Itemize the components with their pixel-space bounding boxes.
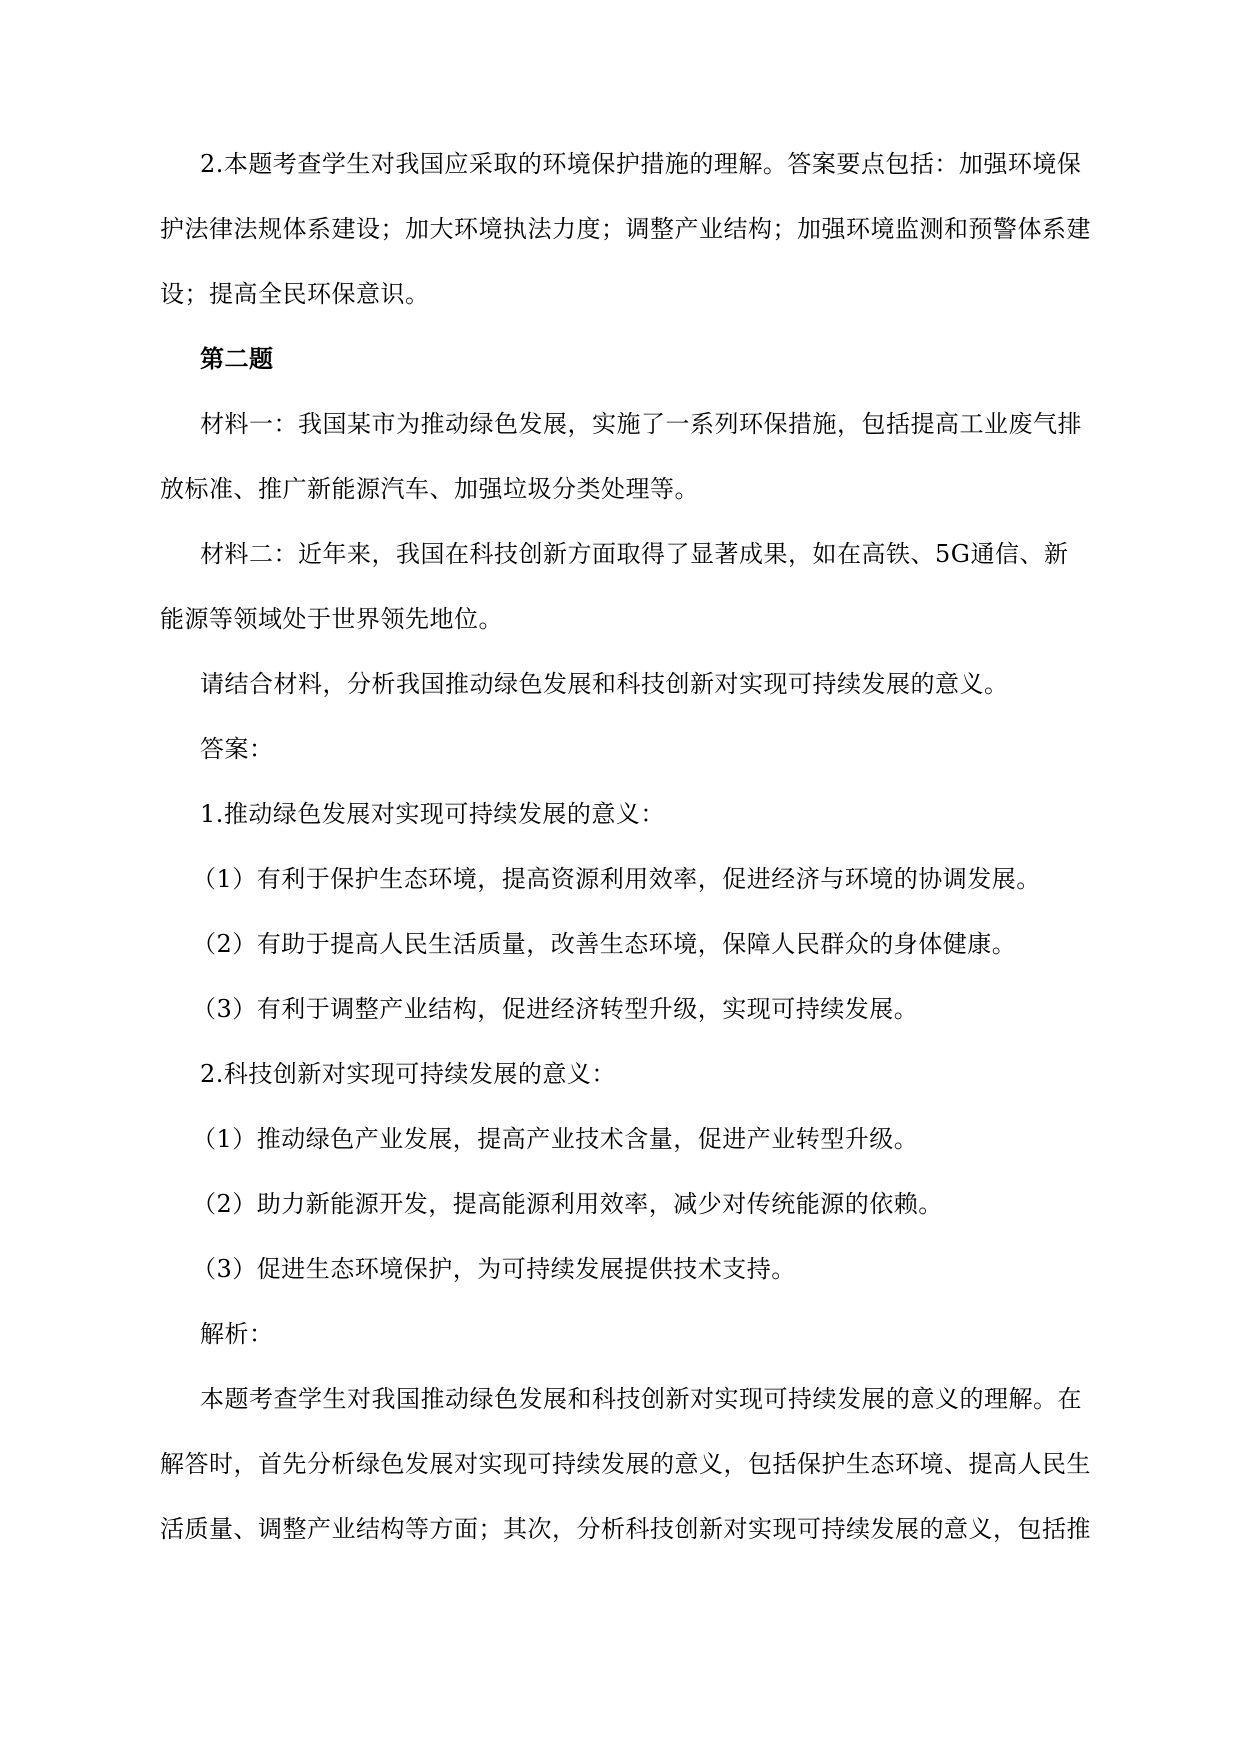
paragraph-text: 本题考查学生对我国推动绿色发展和科技创新对实现可持续发展的意义的理解。在 bbox=[200, 1385, 1082, 1413]
paragraph-text: （1）有利于保护生态环境，提高资源利用效率，促进经济与环境的协调发展。 bbox=[192, 865, 1041, 893]
paragraph-text: 材料二：近年来，我国在科技创新方面取得了显著成果，如在高铁、5G通信、新 bbox=[200, 540, 1069, 568]
analysis-line-3 bbox=[160, 1513, 1091, 1578]
paragraph-text: （3）有利于调整产业结构，促进经济转型升级，实现可持续发展。 bbox=[192, 995, 919, 1023]
paragraph-text: （3）促进生态环境保护，为可持续发展提供技术支持。 bbox=[192, 1255, 796, 1283]
paragraph-text: 设；提高全民环保意识。 bbox=[160, 280, 430, 308]
material-1-line-2 bbox=[160, 473, 1086, 538]
answer-point-2-item-2 bbox=[192, 1188, 1086, 1253]
paragraph-text: 材料一：我国某市为推动绿色发展，实施了一系列环保措施，包括提高工业废气排 bbox=[200, 410, 1082, 438]
answer-point-2 bbox=[200, 1058, 1086, 1123]
material-1-line-1 bbox=[200, 408, 1086, 473]
material-2-line-1 bbox=[200, 538, 1086, 603]
answer-2-line-3 bbox=[160, 278, 1086, 343]
paragraph-text: 答案： bbox=[200, 735, 274, 763]
document-body bbox=[160, 148, 1091, 1578]
answer-point-2-item-1 bbox=[192, 1123, 1086, 1188]
question-2-heading: 第二题 bbox=[200, 344, 274, 373]
answer-point-2-item-3 bbox=[192, 1253, 1086, 1318]
answer-2-line-1 bbox=[200, 148, 1086, 213]
analysis-label bbox=[200, 1318, 1086, 1383]
section-heading bbox=[200, 343, 1086, 408]
paragraph-text: 请结合材料，分析我国推动绿色发展和科技创新对实现可持续发展的意义。 bbox=[200, 670, 1009, 698]
answer-point-1 bbox=[200, 798, 1086, 863]
material-2-line-2 bbox=[160, 603, 1086, 668]
paragraph-text: 放标准、推广新能源汽车、加强垃圾分类处理等。 bbox=[160, 475, 699, 503]
paragraph-text: 解答时，首先分析绿色发展对实现可持续发展的意义，包括保护生态环境、提高人民生 bbox=[160, 1450, 1091, 1478]
answer-label bbox=[200, 733, 1086, 798]
paragraph-text: 解析： bbox=[200, 1320, 274, 1348]
paragraph-text: （1）推动绿色产业发展，提高产业技术含量，促进产业转型升级。 bbox=[192, 1125, 919, 1153]
paragraph-text: （2）助力新能源开发，提高能源利用效率，减少对传统能源的依赖。 bbox=[192, 1190, 943, 1218]
answer-2-line-2 bbox=[160, 213, 1091, 278]
paragraph-text: 护法律法规体系建设；加大环境执法力度；调整产业结构；加强环境监测和预警体系建 bbox=[160, 215, 1091, 243]
analysis-line-1 bbox=[200, 1383, 1086, 1448]
answer-point-1-item-3 bbox=[192, 993, 1086, 1058]
paragraph-text: 能源等领域处于世界领先地位。 bbox=[160, 605, 503, 633]
answer-point-1-item-1 bbox=[192, 863, 1086, 928]
paragraph-text: 2.科技创新对实现可持续发展的意义： bbox=[200, 1060, 616, 1088]
paragraph-text: （2）有助于提高人民生活质量，改善生态环境，保障人民群众的身体健康。 bbox=[192, 930, 1017, 958]
paragraph-text: 2.本题考查学生对我国应采取的环境保护措施的理解。答案要点包括：加强环境保 bbox=[200, 150, 1082, 178]
answer-point-1-item-2 bbox=[192, 928, 1086, 993]
analysis-line-2 bbox=[160, 1448, 1091, 1513]
question-prompt bbox=[200, 668, 1086, 733]
paragraph-text: 活质量、调整产业结构等方面；其次，分析科技创新对实现可持续发展的意义，包括推 bbox=[160, 1515, 1091, 1543]
paragraph-text: 1.推动绿色发展对实现可持续发展的意义： bbox=[200, 800, 665, 828]
